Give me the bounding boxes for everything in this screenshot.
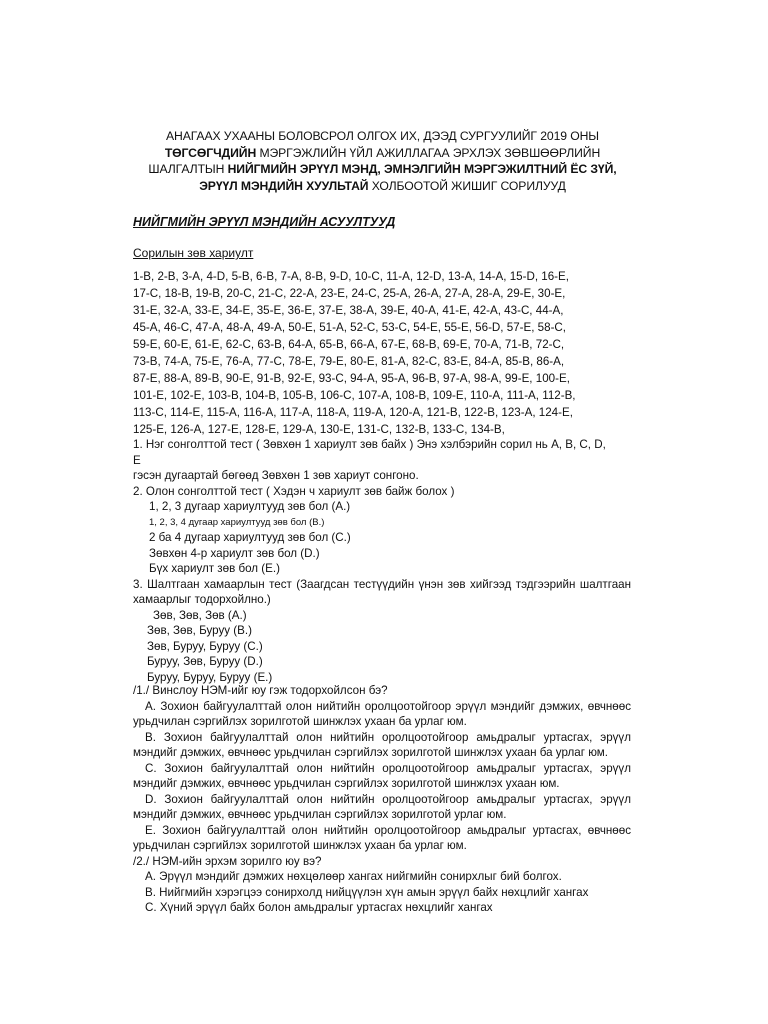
- instruction-1-line-3: гэсэн дугаартай бөгөөд Зөвхөн 1 зөв хариут сонгоно.: [133, 469, 419, 482]
- title-line-1: АНАГААХ УХААНЫ БОЛОВСРОЛ ОЛГОХ ИХ, ДЭЭД СУРГУУЛИЙГ 2019 ОНЫ: [165, 129, 599, 143]
- questions: [133, 683, 631, 916]
- answer-row: 73-B, 74-A, 75-E, 76-A, 77-C, 78-E, 79-E, 80-E, 81-A, 82-C, 83-E, 84-A, 85-B, 86-A,: [133, 355, 565, 368]
- title-line-3-start: ШАЛГАЛТЫН: [148, 162, 228, 176]
- answer-key: [133, 268, 631, 438]
- instruction-3-option: Зөв, Зөв, Зөв (A.): [153, 608, 247, 622]
- title-line-2-bold: ТӨГСӨГЧДИЙН: [164, 145, 257, 160]
- title-line-4: [130, 178, 635, 195]
- instruction-2-option: 1, 2, 3, 4 дугаар хариултууд зөв бол (B.): [149, 516, 325, 528]
- answer-row: 101-E, 102-E, 103-B, 104-B, 105-B, 106-C, 107-A, 108-B, 109-E, 110-A, 111-A, 112-B,: [133, 389, 576, 402]
- document-title: [130, 128, 635, 194]
- section-heading: НИЙГМИЙН ЭРҮҮЛ МЭНДИЙН АСУУЛТУУД: [133, 215, 396, 229]
- question-2-option-a: A. Эрүүл мэндийг дэмжих нөхцөлөөр хангах нийгмийн сонирхлыг бий болгох.: [145, 870, 562, 883]
- answer-row: 1-B, 2-B, 3-A, 4-D, 5-B, 6-B, 7-A, 8-B, 9-D, 10-C, 11-A, 12-D, 13-A, 14-A, 15-D, 16-E,: [133, 270, 569, 283]
- question-1-text: /1./ Винслоу НЭМ-ийг юу гэж тодорхойлсон бэ?: [133, 684, 388, 697]
- answer-row: 59-E, 60-E, 61-E, 62-C, 63-B, 64-A, 65-B, 66-A, 67-E, 68-B, 69-E, 70-A, 71-B, 72-C,: [133, 338, 565, 351]
- answer-row: 17-C, 18-B, 19-B, 20-C, 21-C, 22-A, 23-E, 24-C, 25-A, 26-A, 27-A, 28-A, 29-E, 30-E,: [133, 287, 566, 300]
- instruction-3-option: Зөв, Буруу, Буруу (C.): [147, 639, 263, 653]
- instruction-3-title: 3. Шалтгаан хамаарлын тест (Заагдсан тестүүдийн үнэн зөв хийгээд тэдгээрийн шалтгаан хамаарлыг тодорхойлно.): [133, 577, 631, 606]
- answer-key-label: Сорилын зөв хариулт: [133, 246, 254, 260]
- instruction-2-option: 1, 2, 3 дугаар хариултууд зөв бол (A.): [149, 500, 351, 513]
- instruction-2-option: Бүх хариулт зөв бол (E.): [149, 562, 280, 575]
- instruction-3-option: Зөв, Зөв, Буруу (B.): [147, 624, 252, 637]
- title-line-4-rest: ХОЛБООТОЙ ЖИШИГ СОРИЛУУД: [368, 178, 566, 193]
- title-line-2-rest: МЭРГЭЖЛИЙН ҮЙЛ АЖИЛЛАГАА ЭРХЛЭХ ЗӨВШӨӨРЛИЙН: [256, 145, 601, 160]
- instruction-2-option: 2 ба 4 дугаар хариултууд зөв бол (C.): [149, 531, 351, 544]
- instruction-3-option: Буруу, Зөв, Буруу (D.): [147, 655, 263, 668]
- instruction-2-option: Зөвхөн 4-р хариулт зөв бол (D.): [149, 546, 320, 560]
- question-2-option-b: B. Нийгмийн хэрэгцээ сонирхолд нийцүүлэн хүн амын эрүүл байх нөхцлийг хангах: [145, 885, 589, 899]
- question-1-option-c: C. Зохион байгуулалттай олон нийтийн оролцоотойгоор амьдралыг уртасгах, эрүүл мэндийг дэмжих, өвчнөөс урьдчилан сэргийлэх зорилготой шинжлэх ухаан юм.: [133, 761, 631, 790]
- title-line-2: [130, 145, 635, 162]
- answer-row: 113-C, 114-E, 115-A, 116-A, 117-A, 118-A, 119-A, 120-A, 121-B, 122-B, 123-A, 124-E,: [133, 406, 573, 419]
- question-1-option-b: B. Зохион байгуулалттай олон нийтийн оролцоотойгоор амьдралыг уртасгах, эрүүл мэндийг дэмжих, өвчнөөс урьдчилан сэргийлэх зорилготой шинжлэх ухаан ба урлаг юм.: [133, 730, 631, 759]
- title-line-3: [130, 161, 635, 178]
- test-instructions: [133, 437, 631, 685]
- instruction-1-line-1: 1. Нэг сонголттой тест ( Зөвхөн 1 хариулт зөв байх ) Энэ хэлбэрийн сорил нь A, B, C, D,: [133, 438, 606, 451]
- title-line-4-bold: ЭРҮҮЛ МЭНДИЙН ХУУЛЬТАЙ: [199, 178, 369, 193]
- question-1-option-a: A. Зохион байгуулалттай олон нийтийн оролцоотойгоор эрүүл мэндийг дэмжих, өвчнөөс урьдчилан сэргийлэх зорилготой шинжлэх ухаан ба урлаг юм.: [133, 699, 631, 728]
- answer-row: 31-E, 32-A, 33-E, 34-E, 35-E, 36-E, 37-E, 38-A, 39-E, 40-A, 41-E, 42-A, 43-C, 44-A,: [133, 304, 564, 317]
- title-line-3-bold: НИЙГМИЙН ЭРҮҮЛ МЭНД, ЭМНЭЛГИЙН МЭРГЭЖИЛТНИЙ ЁС ЗҮЙ,: [227, 162, 617, 176]
- answer-row: 45-A, 46-C, 47-A, 48-A, 49-A, 50-E, 51-A, 52-C, 53-C, 54-E, 55-E, 56-D, 57-E, 58-C,: [133, 321, 567, 334]
- question-2-option-c: C. Хүний эрүүл байх болон амьдралыг уртасгах нөхцлийг хангах: [145, 901, 493, 914]
- instruction-2-title: 2. Олон сонголттой тест ( Хэдэн ч хариулт зөв байж болох ): [133, 484, 455, 498]
- answer-row: 87-E, 88-A, 89-B, 90-E, 91-B, 92-E, 93-C, 94-A, 95-A, 96-B, 97-A, 98-A, 99-E, 100-E,: [133, 372, 570, 385]
- instruction-1-line-2: E: [133, 453, 141, 467]
- question-2-text: /2./ НЭМ-ийн эрхэм зорилго юу вэ?: [133, 854, 322, 868]
- answer-row: 125-E, 126-A, 127-E, 128-E, 129-A, 130-E, 131-C, 132-B, 133-C, 134-B,: [133, 423, 505, 436]
- instruction-3-option: Буруу, Буруу, Буруу (E.): [147, 670, 273, 684]
- question-1-option-e: E. Зохион байгуулалттай олон нийтийн оролцоотойгоор амьдралыг уртасгах, өвчнөөс урьдчилан сэргийлэх зорилготой шинжлэх ухаан ба урлаг юм.: [133, 823, 631, 852]
- question-1-option-d: D. Зохион байгуулалттай олон нийтийн оролцоотойгоор амьдралыг уртасгах, эрүүл мэндийг дэмжих, өвчнөөс урьдчилан сэргийлэх зорилготой урлаг юм.: [133, 792, 631, 821]
